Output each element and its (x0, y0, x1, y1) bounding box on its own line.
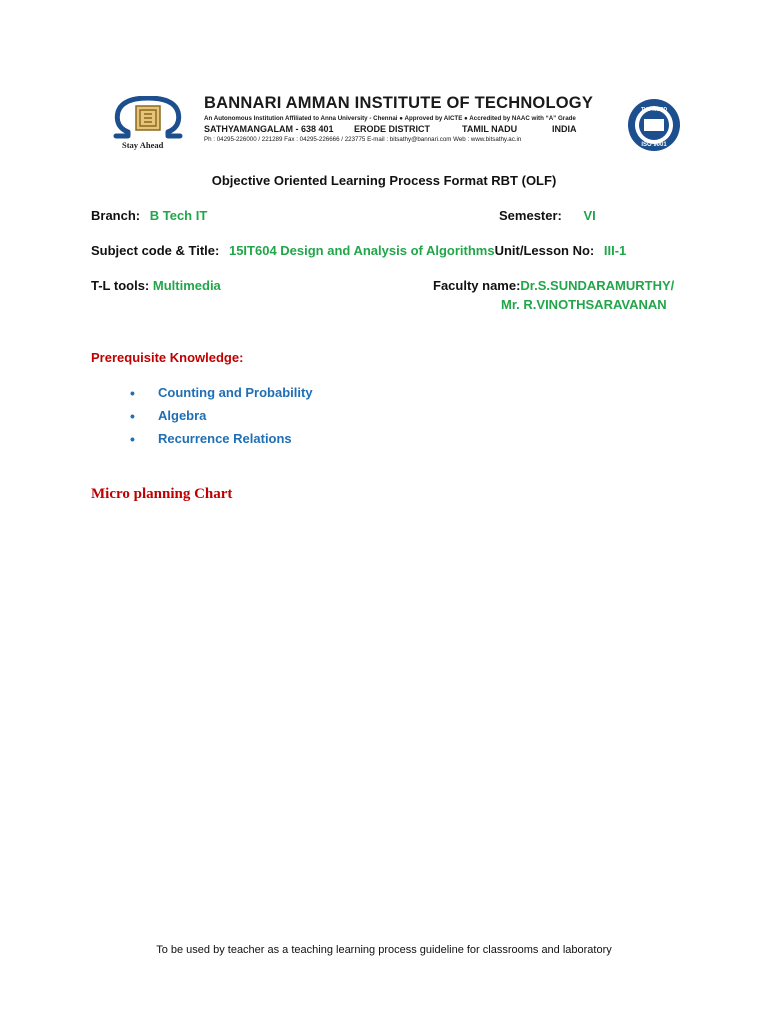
page-footer: To be used by teacher as a teaching learning process guideline for classrooms and laboratory (156, 944, 612, 956)
iso-certification-seal (624, 98, 684, 152)
subject-label: Subject code & Title: (91, 243, 220, 258)
logo-tagline: Stay Ahead (122, 140, 164, 150)
institution-block (204, 94, 614, 143)
address-state: TAMIL NADU (462, 124, 518, 134)
cert-bottom-text: ISO 9001 (641, 142, 667, 148)
branch-value: B Tech IT (149, 208, 208, 223)
institution-address (204, 124, 614, 134)
semester-value: VI (583, 208, 596, 223)
address-country: INDIA (552, 124, 577, 134)
list-item: • Counting and Probability (130, 384, 313, 407)
faculty-row (433, 278, 674, 293)
subject-value: 15IT604 Design and Analysis of Algorithms (228, 243, 495, 258)
institute-logo (108, 96, 188, 152)
address-town: SATHYAMANGALAM - 638 401 (204, 124, 334, 134)
document-title: Objective Oriented Learning Process Format RBT (OLF) (211, 173, 557, 188)
micro-planning-heading: Micro planning Chart (91, 486, 233, 502)
branch-row (91, 208, 207, 223)
institution-contact: Ph : 04295-226000 / 221289 Fax : 04295-226666 / 223775 E-mail : bitsathy@bannari.com Web : www.bitsathy.ac.in (204, 136, 522, 143)
address-district: ERODE DISTRICT (354, 124, 431, 134)
faculty-value-2: Mr. R.VINOTHSARAVANAN (501, 297, 667, 312)
cert-top-text: TUV NORD (640, 107, 668, 113)
institution-affiliation: An Autonomous Institution Affiliated to Anna University - Chennai ● Approved by AICTE ● Accredited by NAAC with “A” Grade (204, 115, 576, 122)
tl-tools-row (91, 278, 221, 293)
faculty-label: Faculty name: (433, 278, 521, 293)
prerequisite-heading: Prerequisite Knowledge: (91, 350, 244, 365)
branch-label: Branch: (91, 208, 141, 223)
faculty-value-1: Dr.S.SUNDARAMURTHY/ (520, 278, 675, 293)
unit-value: III-1 (603, 243, 627, 258)
tl-tools-value: Multimedia (152, 278, 221, 293)
unit-label: Unit/Lesson No: (494, 243, 595, 258)
prerequisite-list (130, 384, 313, 453)
semester-row (499, 208, 596, 223)
tl-tools-label: T-L tools: (91, 278, 150, 293)
subject-row (91, 243, 626, 258)
semester-label: Semester: (499, 208, 562, 223)
letterhead (104, 94, 694, 156)
list-item: • Recurrence Relations (130, 430, 313, 453)
institution-name: BANNARI AMMAN INSTITUTE OF TECHNOLOGY (204, 94, 594, 112)
list-item: • Algebra (130, 407, 313, 430)
faculty-row-2 (501, 297, 667, 312)
